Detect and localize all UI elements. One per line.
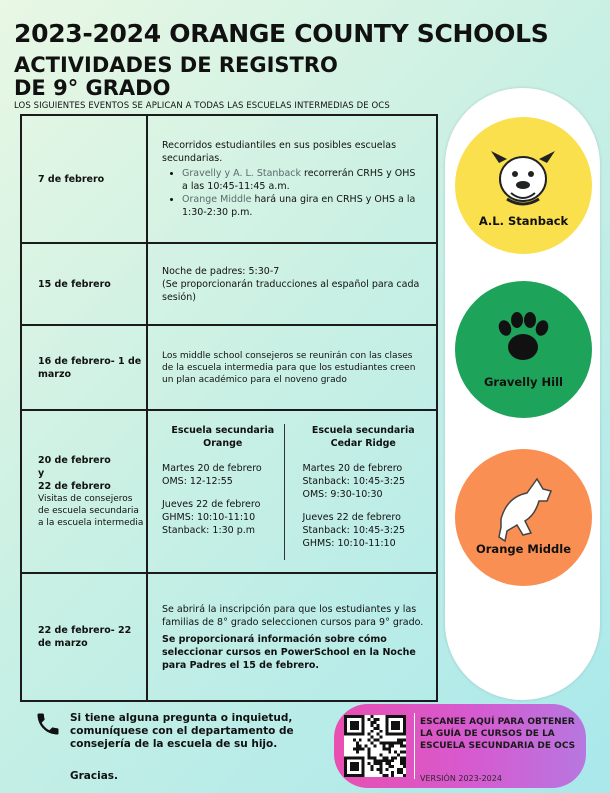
list-item: • Gravelly y A. L. Stanback recorrerán CRHS y OHS a las 10:45-11:45 a.m.	[182, 167, 424, 193]
school-name: Gravelly y A. L. Stanback	[182, 168, 301, 179]
page-subtitle-line1: ACTIVIDADES DE REGISTRO	[14, 53, 338, 77]
school-name: Gravelly Hill	[483, 375, 563, 389]
school-name: Orange Middle	[475, 542, 572, 556]
school-name: Orange Middle	[182, 194, 252, 205]
row-date: 20 de febrero y 22 de febrero Visitas de consejeros de escuela secundaria a la escuela intermedia	[21, 410, 147, 573]
banner-divider	[414, 713, 415, 779]
schedule-table	[20, 114, 438, 702]
list-item: • Orange Middle hará una gira en CRHS y OHS a la 1:30-2:30 p.m.	[182, 193, 424, 219]
row-description: Los middle school consejeros se reunirán con las clases de la escuela intermedia para que los estudiantes creen un plan académico para el noveno grado	[147, 325, 437, 410]
banner-version: VERSIÓN 2023-2024	[420, 774, 502, 783]
row-date: 22 de febrero- 22 de marzo	[21, 573, 147, 701]
course-guide-banner[interactable]	[334, 704, 586, 788]
banner-text: ESCANEE AQUÍ PARA OBTENER LA GUÍA DE CURSOS DE LA ESCUELA SECUNDARIA DE OCS	[420, 717, 576, 751]
visit-columns	[162, 424, 424, 560]
orange-middle-logo	[455, 449, 592, 586]
contact-text: Si tiene alguna pregunta o inquietud, comuníquese con el departamento de consejería de la escuela de su hijo.	[70, 712, 294, 750]
paw-icon	[455, 281, 592, 418]
row-date: 16 de febrero- 1 de marzo	[21, 325, 147, 410]
stanback-logo	[455, 117, 592, 254]
row-description: Noche de padres: 5:30-7 (Se proporcionarán traducciones al español para cada sesión)	[147, 243, 437, 325]
column-title: Escuela secundaria Orange	[171, 424, 275, 449]
page-subtitle-line2: DE 9° GRADO	[14, 76, 171, 100]
orange-column: Escuela secundaria Orange Martes 20 de febrero OMS: 12-12:55 Jueves 22 de febrero GHMS: 10:10-11:10 Stanback: 1:30 p.m	[162, 424, 284, 560]
row-intro: Recorridos estudiantiles en sus posibles escuelas secundarias.	[162, 140, 397, 164]
qr-code-icon[interactable]	[344, 715, 406, 777]
row-date-note: Visitas de consejeros de escuela secundaria a la escuela intermedia	[38, 494, 144, 528]
thanks-text: Gracias.	[70, 770, 119, 782]
column-title: Escuela secundaria Cedar Ridge	[311, 424, 415, 449]
row-description: Se abrirá la inscripción para que los estudiantes y las familias de 8° grado seleccionen cursos para 9° grado. Se proporcionará información sobre cómo seleccionar cursos en PowerSchool en la Noche para Padres el 15 de febrero.	[147, 573, 437, 701]
page-title: 2023-2024 ORANGE COUNTY SCHOOLS	[14, 19, 549, 48]
table-row	[21, 243, 437, 325]
table-row	[21, 573, 437, 701]
header-note: LOS SIGUIENTES EVENTOS SE APLICAN A TODAS LAS ESCUELAS INTERMEDIAS DE OCS	[14, 101, 390, 111]
cedar-ridge-column: Escuela secundaria Cedar Ridge Martes 20 de febrero Stanback: 10:45-3:25 OMS: 9:30-10:30 Jueves 22 de febrero Stanback: 10:45-3:25 GHMS: 10:10-11:10	[284, 424, 425, 560]
table-row	[21, 325, 437, 410]
table-row	[21, 115, 437, 243]
school-name: A.L. Stanback	[478, 214, 569, 228]
row-date: 15 de febrero	[21, 243, 147, 325]
table-row	[21, 410, 437, 573]
phone-icon	[34, 710, 62, 738]
row-date: 7 de febrero	[21, 115, 147, 243]
row-description	[147, 115, 437, 243]
horse-icon	[455, 449, 592, 586]
row-description	[147, 410, 437, 573]
bulldog-icon	[455, 117, 592, 254]
tour-list	[162, 167, 424, 219]
gravelly-hill-logo	[455, 281, 592, 418]
